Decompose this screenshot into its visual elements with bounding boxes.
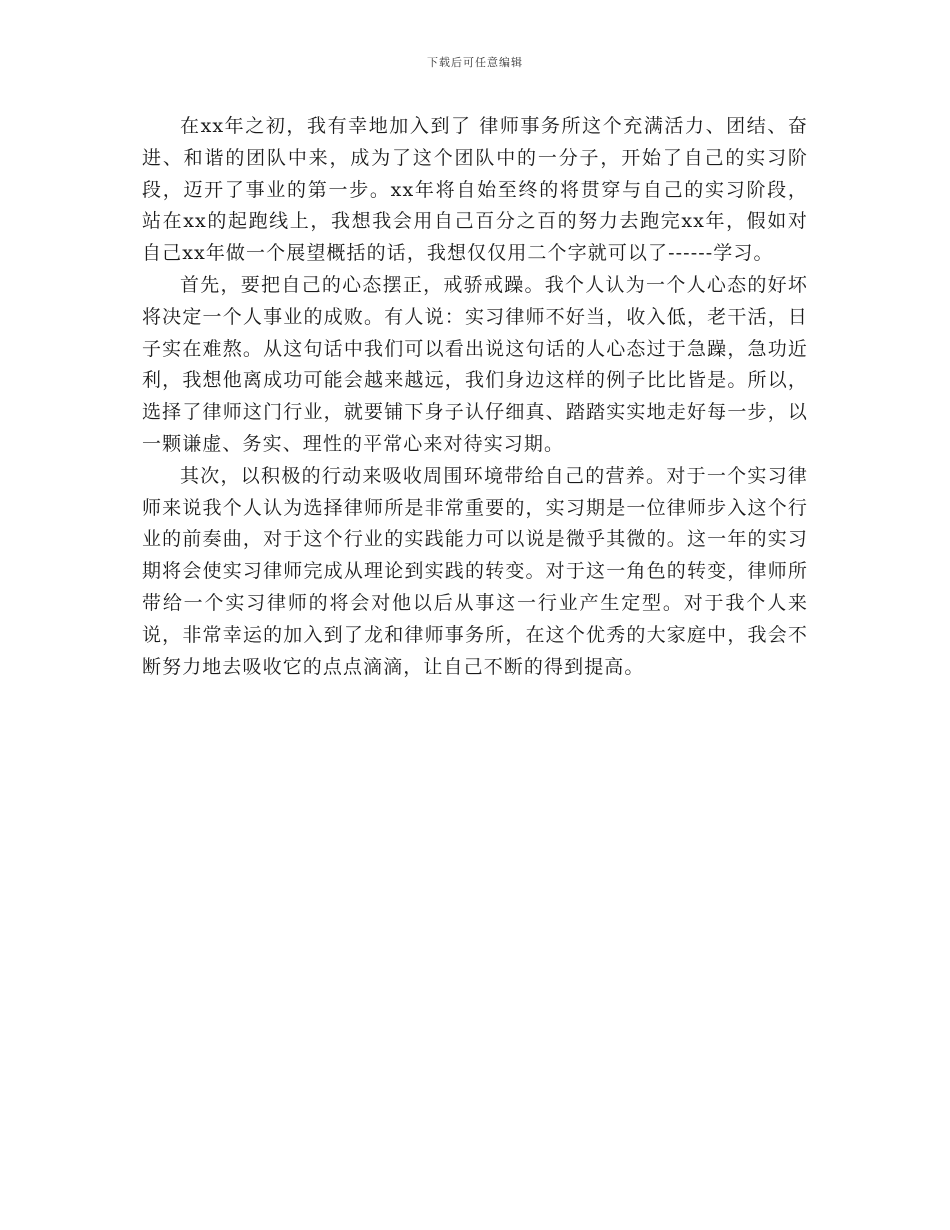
- document-body: [142, 111, 808, 683]
- paragraph-3: 其次，以积极的行动来吸收周围环境带给自己的营养。对于一个实习律师来说我个人认为选择律师所是非常重要的，实习期是一位律师步入这个行业的前奏曲，对于这个行业的实践能力可以说是微乎其微的。这一年的实习期将会使实习律师完成从理论到实践的转变。对于这一角色的转变，律师所带给一个实习律师的将会对他以后从事这一行业产生定型。对于我个人来说，非常幸运的加入到了龙和律师事务所，在这个优秀的大家庭中，我会不断努力地去吸收它的点点滴滴，让自己不断的得到提高。: [142, 464, 808, 678]
- paragraph-2: 首先，要把自己的心态摆正，戒骄戒躁。我个人认为一个人心态的好坏将决定一个人事业的成败。有人说：实习律师不好当，收入低，老干活，日子实在难熬。从这句话中我们可以看出说这句话的人心态过于急躁，急功近利，我想他离成功可能会越来越远，我们身边这样的例子比比皆是。所以，选择了律师这门行业，就要铺下身子认仔细真、踏踏实实地走好每一步，以一颗谦虚、务实、理性的平常心来对待实习期。: [142, 273, 808, 455]
- paragraph-1: 在xx年之初，我有幸地加入到了 律师事务所这个充满活力、团结、奋进、和谐的团队中来，成为了这个团队中的一分子，开始了自己的实习阶段，迈开了事业的第一步。xx年将自始至终的将贯穿与自己的实习阶段，站在xx的起跑线上，我想我会用自己百分之百的努力去跑完xx年，假如对自己xx年做一个展望概括的话，我想仅仅用二个字就可以了------学习。: [142, 115, 808, 265]
- header-note: 下载后可任意编辑: [427, 56, 523, 69]
